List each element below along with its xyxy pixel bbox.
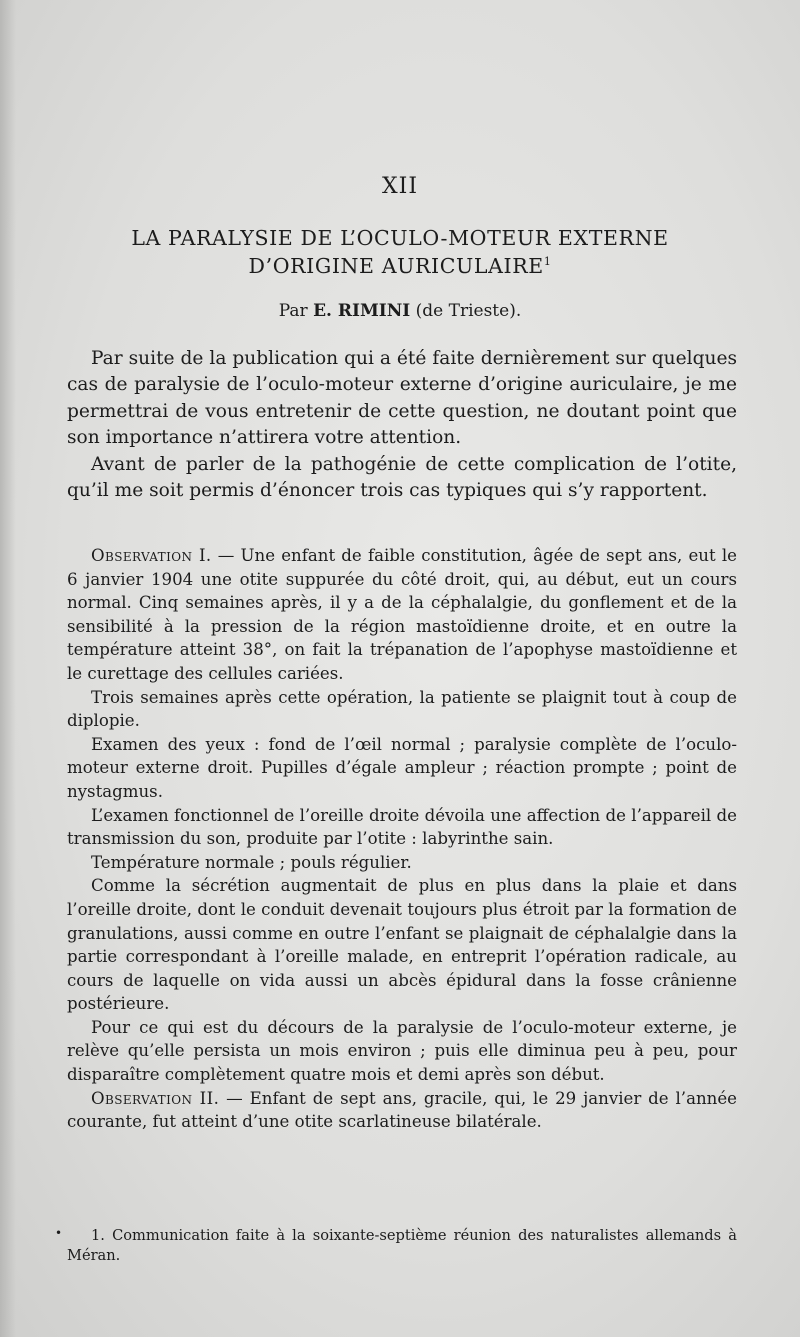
observation-2-paragraph-1 [67,1087,737,1134]
observation-1-paragraph-6: Comme la sécrétion augmentait de plus en plus dans la plaie et dans l’oreille droite, dont le conduit devenait toujours plus étroit par la formation de granulations, aussi comme en outre l’enfant se plaignait de céphalalgie dans la partie correspondant à l’oreille malade, en entreprit l’opération radicale, au cours de laquelle on vida aussi un abcès épidural dans la fosse crânienne postérieure. [67,876,737,1014]
observation-1-paragraph-4: L’examen fonctionnel de l’oreille droite dévoila une affection de l’appareil de transmission du son, produite par l’otite : labyrinthe sain. [67,805,737,849]
author-affiliation: (de Trieste). [415,301,522,321]
observation-1-paragraph-2: Trois semaines après cette opération, la patiente se plaignit tout à coup de diplopie. [67,687,737,731]
title-line-2-text: D’ORIGINE AURICULAIRE [248,254,544,278]
observation-1-label: Observation I. [91,546,212,565]
footnote-marker: • [55,1226,63,1240]
intro-text [67,346,737,504]
observation-1-paragraph-5: Température normale ; pouls régulier. [91,852,412,872]
chapter-number: XII [381,174,419,199]
observation-1-paragraph-3: Examen des yeux : fond de l’œil normal ; paralysie complète de l’oculo-moteur externe droit. Pupilles d’égale ampleur ; réaction prompte ; point de nystagmus. [67,734,737,801]
byline [0,300,800,322]
author-name: E. RIMINI [313,301,411,321]
scan-edge-shadow [0,0,16,1337]
observation-1-paragraph-1 [67,544,737,686]
title-footnote-ref: 1 [543,255,552,268]
byline-par: Par [278,301,308,321]
article-title [40,224,760,280]
footnote: 1. Communication faite à la soixante-septième réunion des naturalistes allemands à Méran. [67,1227,737,1264]
observation-1-text: — Une enfant de faible constitution, âgée de sept ans, eut le 6 janvier 1904 une otite suppurée du côté droit, qui, au début, eut un cours normal. Cinq semaines après, il y a de la céphalalgie, du gonflement et de la sensibilité à la pression de la région mastoïdienne droite, et en outre la température atteint 38°, on fait la trépanation de l’apophyse mastoïdienne et le curettage des cellules cariées. [67,546,737,683]
intro-paragraph-2: Avant de parler de la pathogénie de cette complication de l’otite, qu’il me soit permis d’énoncer trois cas typiques qui s’y rapportent. [67,453,737,502]
observation-2-label: Observation II. [91,1088,220,1108]
observations [67,544,737,1134]
observation-2-text: — Enfant de sept ans, gracile, qui, le 29 janvier de l’année courante, fut atteint d’une otite scarlatineuse bilatérale. [67,1088,737,1132]
observation-1-paragraph-7: Pour ce qui est du décours de la paralysie de l’oculo-moteur externe, je relève qu’elle persista un mois environ ; puis elle diminua peu à peu, pour disparaître complètement quatre mois et demi après son début. [67,1017,737,1085]
intro-paragraph-1: Par suite de la publication qui a été faite dernièrement sur quelques cas de paralysie de l’oculo-moteur externe d’origine auriculaire, je me permettrai de vous entretenir de cette question, ne doutant point que son importance n’attirera votre attention. [67,348,737,449]
title-line-2 [40,252,760,280]
title-line-1: LA PARALYSIE DE L’OCULO-MOTEUR EXTERNE [131,226,669,250]
